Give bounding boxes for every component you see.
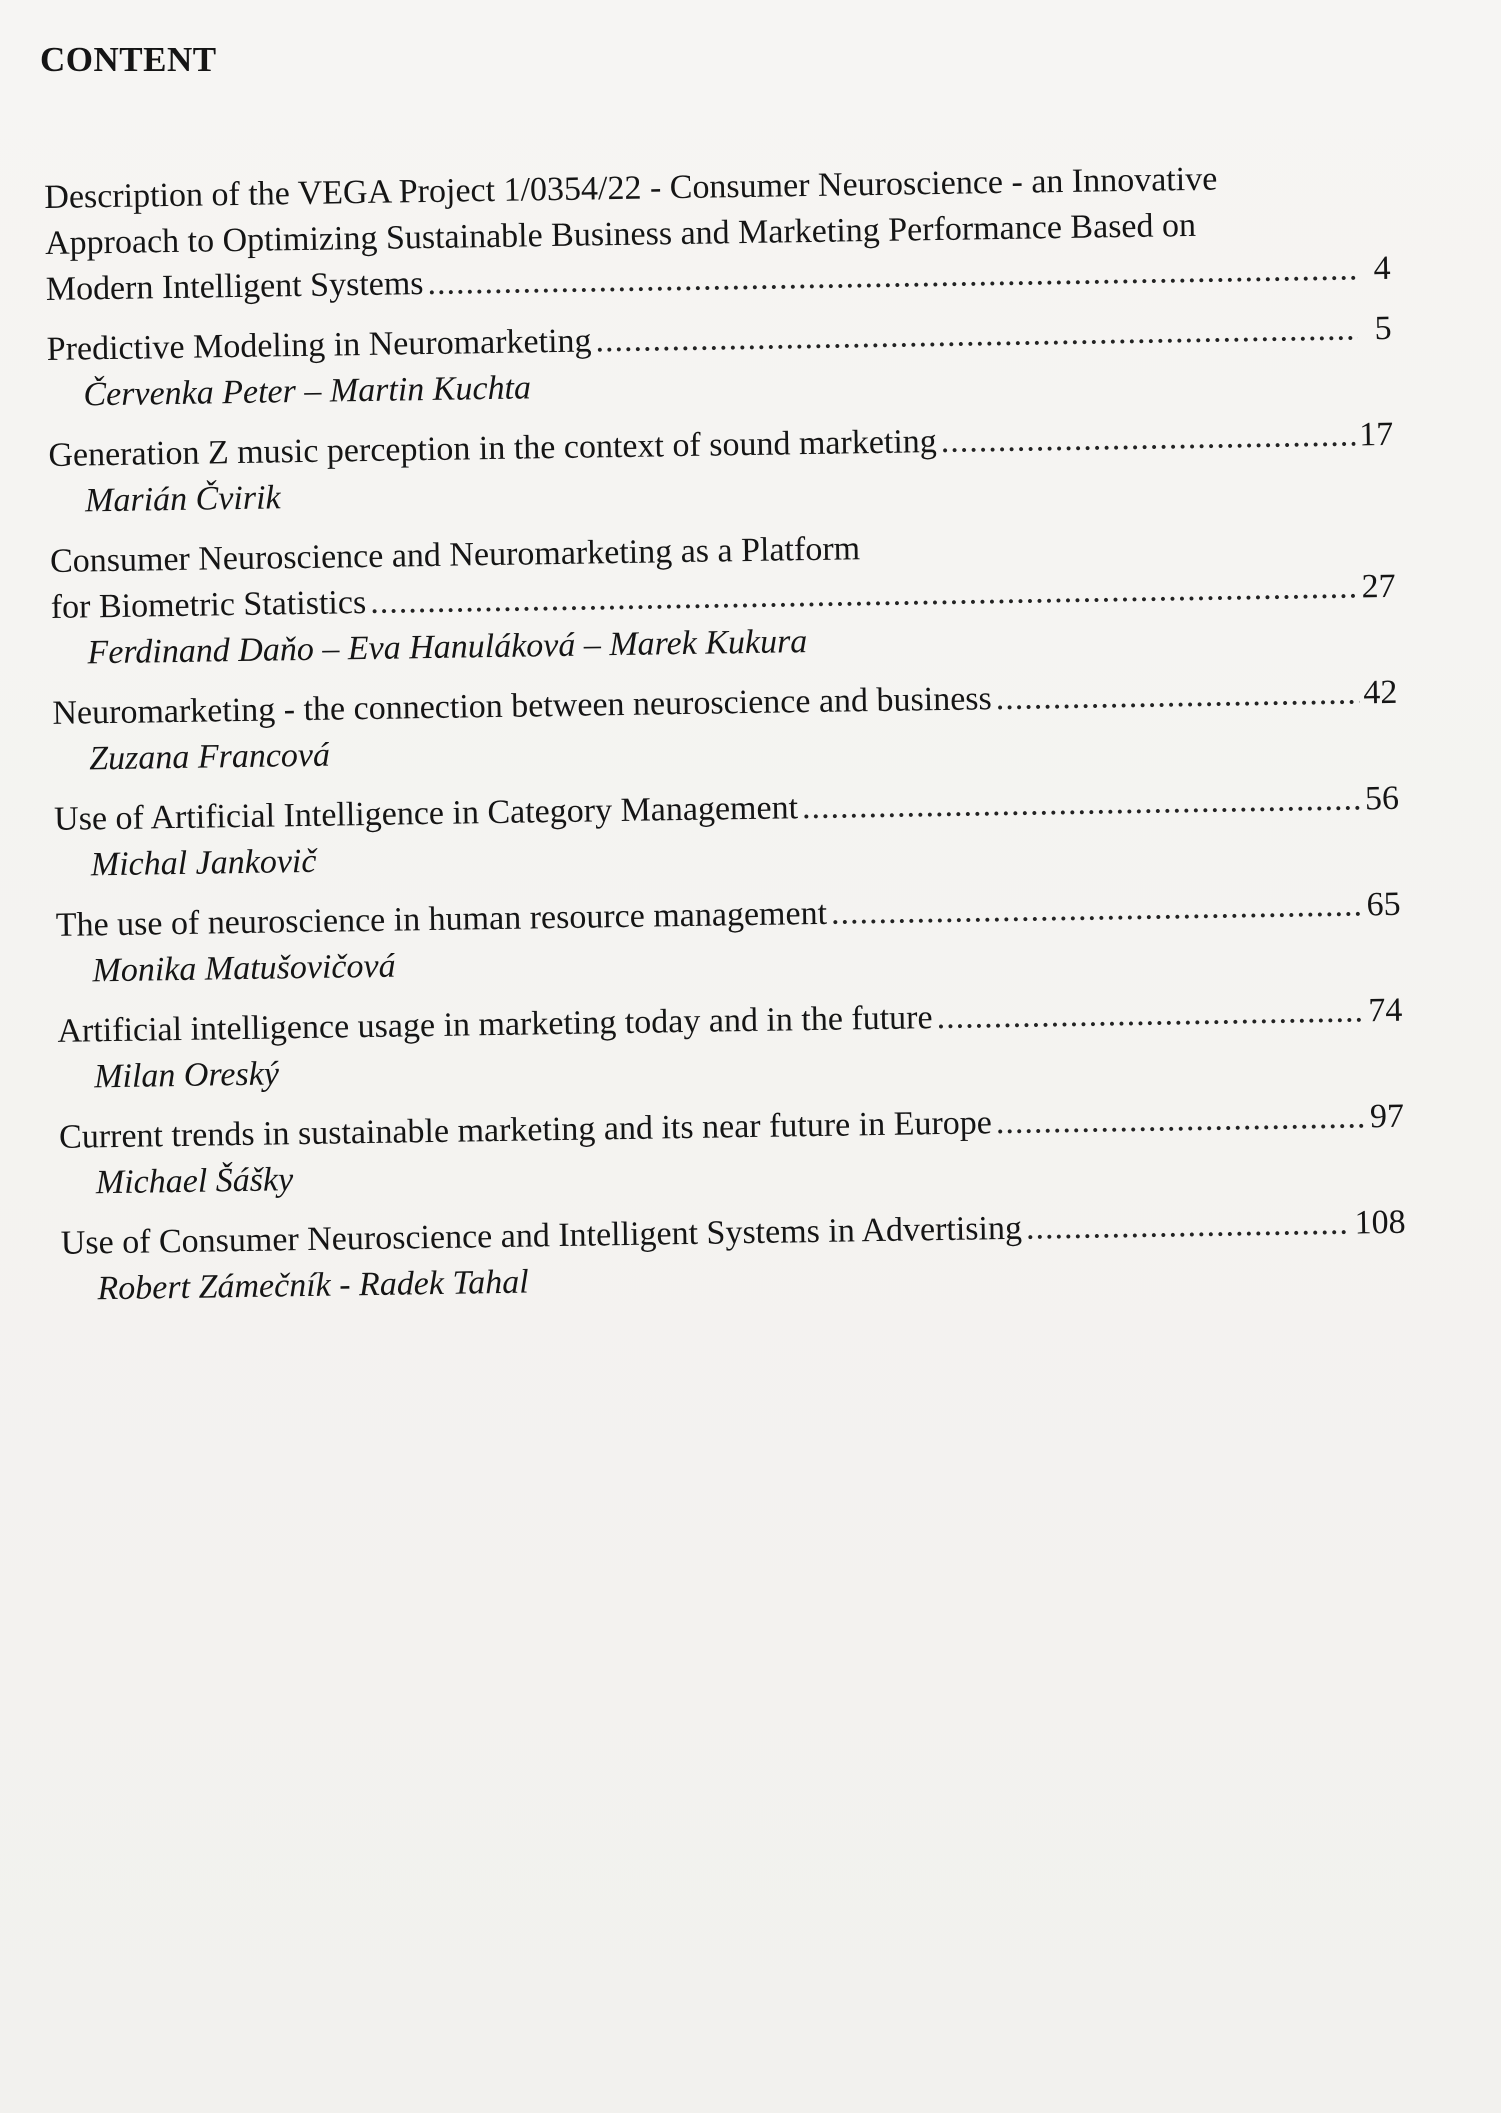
dot-leader	[936, 988, 1364, 1041]
toc-entry-page-number: 17	[1358, 415, 1394, 454]
dot-leader	[831, 882, 1363, 936]
toc-entry-title: for Biometric Statistics	[50, 583, 367, 626]
dot-leader	[995, 670, 1359, 722]
toc-entry	[60, 1200, 1406, 1327]
toc-entry-authors: Michael Šášky	[95, 1161, 294, 1202]
toc-entry-title: Generation Z music perception in the context of sound marketing	[48, 423, 938, 474]
toc-entry	[55, 882, 1401, 1009]
toc-entry-title: Current trends in sustainable marketing and its near future in Europe	[58, 1104, 993, 1156]
toc-entry-title-line: Description of the VEGA Project 1/0354/22 - Consumer Neuroscience - an Innovative	[44, 160, 1218, 216]
toc-entry-authors: Marián Čvirik	[84, 479, 281, 520]
toc-entry-authors: Milan Oreský	[93, 1055, 280, 1096]
toc-entry	[50, 518, 1397, 691]
toc-entry-title: Predictive Modeling in Neuromarketing	[46, 322, 592, 368]
dot-leader	[995, 1094, 1366, 1146]
toc-entry-authors: Červenka Peter – Martin Kuchta	[83, 369, 532, 414]
toc-entry-page-number: 5	[1374, 309, 1392, 348]
content-heading: CONTENT	[40, 40, 217, 79]
toc-entry-authors: Ferdinand Daňo – Eva Hanuláková – Marek Kukura	[87, 623, 808, 672]
toc-entry-page-number: 74	[1368, 991, 1403, 1030]
dot-leader	[940, 412, 1355, 465]
toc-entry-page-number: 27	[1361, 567, 1396, 606]
toc-entry-page-number: 65	[1366, 885, 1401, 924]
toc-entry-title: Modern Intelligent Systems	[45, 265, 424, 308]
toc-entry	[48, 412, 1394, 539]
toc-entry	[44, 154, 1391, 327]
toc-entry-title-line: Consumer Neuroscience and Neuromarketing as a Platform	[49, 530, 861, 580]
toc-entry-authors: Robert Zámečník - Radek Tahal	[97, 1263, 529, 1308]
toc-entry-title-line: Approach to Optimizing Sustainable Business and Marketing Performance Based on	[44, 206, 1197, 262]
toc-entry-page-number: 97	[1369, 1097, 1405, 1136]
dot-leader	[802, 776, 1362, 831]
toc-entry-title: Neuromarketing - the connection between neuroscience and business	[52, 680, 993, 732]
toc-entry-authors: Michal Jankovič	[90, 842, 317, 884]
toc-entry	[52, 670, 1398, 797]
toc-entry	[46, 306, 1392, 433]
toc-entry	[59, 1094, 1405, 1221]
toc-entry	[57, 988, 1403, 1115]
toc-entry-page-number: 108	[1354, 1203, 1406, 1242]
toc-entry-authors: Zuzana Francová	[88, 736, 331, 778]
toc-entry-authors: Monika Matušovičová	[92, 947, 396, 990]
toc-entry-page-number: 56	[1364, 779, 1400, 818]
toc-entry-page-number: 42	[1363, 673, 1398, 712]
table-of-contents	[44, 154, 1407, 1327]
toc-entry-title: Use of Artificial Intelligence in Category Management	[53, 789, 799, 838]
toc-entry-title: Use of Consumer Neuroscience and Intelligent Systems in Advertising	[60, 1209, 1023, 1262]
dot-leader	[1026, 1201, 1351, 1252]
toc-entry-title: Artificial intelligence usage in marketing today and in the future	[57, 999, 933, 1050]
toc-entry-title: The use of neuroscience in human resource management	[55, 894, 828, 944]
toc-entry	[54, 776, 1400, 903]
toc-entry-page-number: 4	[1373, 249, 1391, 288]
